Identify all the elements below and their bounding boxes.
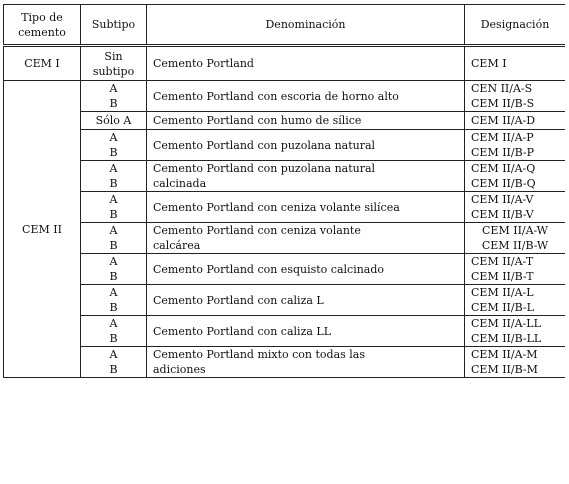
- cell-subtipo: [81, 81, 147, 112]
- cell-denominacion: Cemento Portland con caliza LL: [147, 316, 465, 347]
- cell-denominacion: [147, 161, 465, 192]
- table-row: [4, 223, 566, 254]
- denominacion-line1: Cemento Portland con ceniza volante: [153, 224, 361, 237]
- cell-tipo: CEM II: [4, 81, 81, 378]
- denominacion-line2: calcinada: [153, 177, 207, 190]
- subtipo-line1: A: [109, 286, 118, 299]
- cell-denominacion: Cemento Portland con esquisto calcinado: [147, 254, 465, 285]
- cell-subtipo: [81, 347, 147, 378]
- designacion-line2: CEM II/B-L: [471, 301, 534, 314]
- cell-denominacion: Cemento Portland con puzolana natural: [147, 130, 465, 161]
- cell-subtipo: [81, 46, 147, 81]
- cell-designacion: [465, 347, 566, 378]
- table-row: [4, 285, 566, 316]
- cell-designacion: [465, 223, 566, 254]
- cell-subtipo: Sólo A: [81, 112, 147, 130]
- header-tipo-line1: Tipo de: [21, 10, 63, 24]
- designacion-line1: CEM II/A-M: [471, 348, 538, 361]
- designacion-line1: CEM II/A-T: [471, 255, 534, 268]
- subtipo-line2: B: [109, 332, 118, 345]
- table-row: [4, 130, 566, 161]
- cell-denominacion: Cemento Portland con escoria de horno alto: [147, 81, 465, 112]
- table-row: [4, 316, 566, 347]
- designacion-line2: CEM II/B-T: [471, 270, 534, 283]
- subtipo-line1: A: [109, 348, 118, 361]
- designacion-line2: CEM II/B-M: [471, 363, 538, 376]
- table-header: [4, 5, 566, 46]
- designacion-line1: CEM II/A-V: [471, 193, 534, 206]
- cell-designacion: [465, 81, 566, 112]
- designacion-line1: CEM II/A-LL: [471, 317, 541, 330]
- designacion-line1: CEN II/A-S: [471, 82, 533, 95]
- designacion-line1: CEM II/A-P: [471, 131, 534, 144]
- cell-subtipo: [81, 192, 147, 223]
- subtipo-line1: A: [109, 255, 118, 268]
- designacion-line2: CEM II/B-V: [471, 208, 534, 221]
- cell-designacion: [465, 285, 566, 316]
- header-tipo: [4, 5, 81, 46]
- table-row: [4, 112, 566, 130]
- cell-denominacion: Cemento Portland: [147, 46, 465, 81]
- cell-denominacion: Cemento Portland con ceniza volante silícea: [147, 192, 465, 223]
- subtipo-line2: subtipo: [92, 64, 135, 78]
- cell-designacion: [465, 130, 566, 161]
- table-row: [4, 192, 566, 223]
- cell-designacion: CEM I: [465, 46, 566, 81]
- cell-subtipo: [81, 254, 147, 285]
- designacion-line1: CEM II/A-W: [482, 224, 548, 237]
- designacion-line2: CEM II/B-S: [471, 97, 535, 110]
- cell-subtipo: [81, 130, 147, 161]
- table-row: [4, 81, 566, 112]
- header-subtipo: Subtipo: [81, 5, 147, 46]
- header-denominacion: Denominación: [147, 5, 465, 46]
- subtipo-line1: A: [109, 82, 118, 95]
- denominacion-line1: Cemento Portland mixto con todas las: [153, 348, 366, 361]
- table-body: [4, 46, 566, 378]
- header-row: [4, 5, 566, 46]
- cement-types-table-wrapper: [3, 4, 565, 484]
- cell-tipo: CEM I: [4, 46, 81, 81]
- table-row: [4, 347, 566, 378]
- cell-subtipo: [81, 285, 147, 316]
- cell-denominacion: Cemento Portland con caliza L: [147, 285, 465, 316]
- designacion-line2: CEM II/B-P: [471, 146, 535, 159]
- denominacion-line1: Cemento Portland con puzolana natural: [153, 162, 376, 175]
- designacion-line1: CEM II/A-Q: [471, 162, 536, 175]
- cell-denominacion: [147, 347, 465, 378]
- subtipo-line2: B: [109, 146, 118, 159]
- table-row: [4, 161, 566, 192]
- designacion-line1: CEM II/A-L: [471, 286, 534, 299]
- subtipo-line1: Sin: [104, 49, 123, 63]
- subtipo-line2: B: [109, 239, 118, 252]
- subtipo-line1: A: [109, 317, 118, 330]
- subtipo-line1: A: [109, 224, 118, 237]
- designacion-line2: CEM II/B-W: [481, 239, 549, 252]
- cell-denominacion: [147, 223, 465, 254]
- subtipo-line2: B: [109, 177, 118, 190]
- table-row: [4, 254, 566, 285]
- subtipo-line2: B: [109, 208, 118, 221]
- cell-denominacion: Cemento Portland con humo de sílice: [147, 112, 465, 130]
- subtipo-line1: A: [109, 193, 118, 206]
- subtipo-line2: B: [109, 363, 118, 376]
- cell-designacion: CEM II/A-D: [465, 112, 566, 130]
- header-designacion: Designación: [465, 5, 566, 46]
- denominacion-line2: calcárea: [153, 239, 201, 252]
- subtipo-line2: B: [109, 301, 118, 314]
- designacion-line2: CEM II/B-LL: [471, 332, 542, 345]
- cement-types-table: [3, 4, 565, 378]
- designacion-line2: CEM II/B-Q: [471, 177, 536, 190]
- subtipo-line1: A: [109, 131, 118, 144]
- subtipo-line1: A: [109, 162, 118, 175]
- cell-subtipo: [81, 223, 147, 254]
- subtipo-line2: B: [109, 270, 118, 283]
- cell-subtipo: [81, 316, 147, 347]
- cell-designacion: [465, 254, 566, 285]
- cell-subtipo: [81, 161, 147, 192]
- cell-designacion: [465, 316, 566, 347]
- table-row-cem1: [4, 46, 566, 81]
- denominacion-line2: adiciones: [153, 363, 206, 376]
- subtipo-line2: B: [109, 97, 118, 110]
- cell-designacion: [465, 192, 566, 223]
- cell-designacion: [465, 161, 566, 192]
- header-tipo-line2: cemento: [18, 25, 66, 39]
